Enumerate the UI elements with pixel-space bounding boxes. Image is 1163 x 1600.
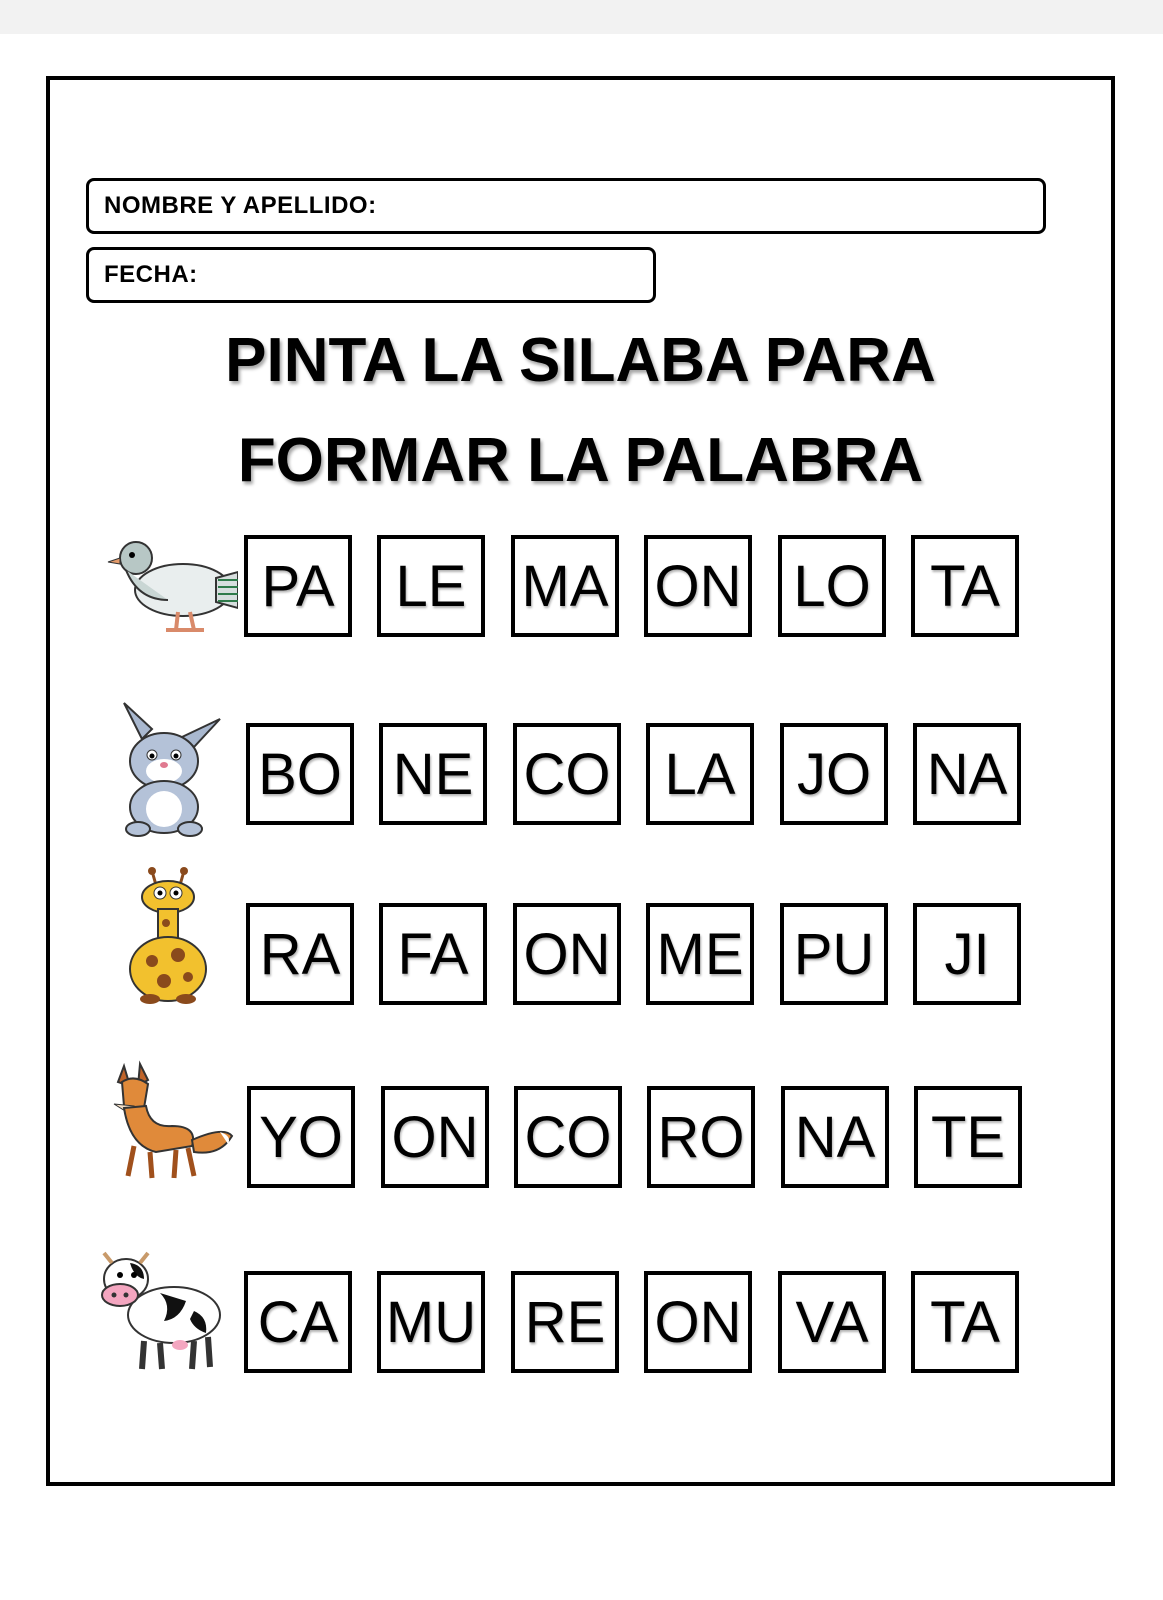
syllable-box[interactable]: PA: [244, 535, 352, 637]
syllable-box[interactable]: ON: [644, 535, 752, 637]
syllable-box[interactable]: TE: [914, 1086, 1022, 1188]
syllable-box[interactable]: CO: [513, 723, 621, 825]
syllable-row: [50, 723, 1111, 833]
syllable-box[interactable]: LE: [377, 535, 485, 637]
syllable-box[interactable]: CA: [244, 1271, 352, 1373]
date-field[interactable]: [86, 247, 656, 303]
syllable-box[interactable]: JI: [913, 903, 1021, 1005]
pigeon-icon: [98, 520, 238, 660]
syllable-box[interactable]: NA: [781, 1086, 889, 1188]
syllable-box[interactable]: ON: [644, 1271, 752, 1373]
syllable-box[interactable]: TA: [911, 1271, 1019, 1373]
syllable-row: [50, 903, 1111, 1013]
cow-icon: [90, 1249, 230, 1389]
syllable-box[interactable]: MU: [377, 1271, 485, 1373]
rabbit-icon: [102, 699, 242, 839]
syllable-row: [50, 1271, 1111, 1381]
syllable-box[interactable]: RA: [246, 903, 354, 1005]
syllable-box[interactable]: NE: [379, 723, 487, 825]
date-label: FECHA:: [104, 261, 198, 288]
syllable-box[interactable]: NA: [913, 723, 1021, 825]
name-field[interactable]: [86, 178, 1046, 234]
giraffe-icon: [108, 865, 248, 1005]
syllable-box[interactable]: YO: [247, 1086, 355, 1188]
syllable-box[interactable]: ON: [513, 903, 621, 1005]
syllable-box[interactable]: FA: [379, 903, 487, 1005]
syllable-box[interactable]: RO: [647, 1086, 755, 1188]
syllable-row: [50, 535, 1111, 645]
syllable-box[interactable]: LA: [646, 723, 754, 825]
syllable-box[interactable]: ON: [381, 1086, 489, 1188]
syllable-box[interactable]: JO: [780, 723, 888, 825]
top-bar: [0, 0, 1163, 34]
name-label: NOMBRE Y APELLIDO:: [104, 192, 377, 219]
syllable-box[interactable]: RE: [511, 1271, 619, 1373]
syllable-box[interactable]: BO: [246, 723, 354, 825]
syllable-box[interactable]: TA: [911, 535, 1019, 637]
syllable-box[interactable]: CO: [514, 1086, 622, 1188]
syllable-box[interactable]: PU: [780, 903, 888, 1005]
worksheet: [46, 76, 1115, 1486]
syllable-box[interactable]: VA: [778, 1271, 886, 1373]
coyote-icon: [94, 1056, 234, 1196]
title-line-2: FORMAR LA PALABRA: [237, 426, 924, 495]
title-line-1: PINTA LA SILABA PARA: [225, 326, 936, 395]
syllable-box[interactable]: MA: [511, 535, 619, 637]
syllable-box[interactable]: LO: [778, 535, 886, 637]
syllable-row: [50, 1086, 1111, 1196]
syllable-box[interactable]: ME: [646, 903, 754, 1005]
